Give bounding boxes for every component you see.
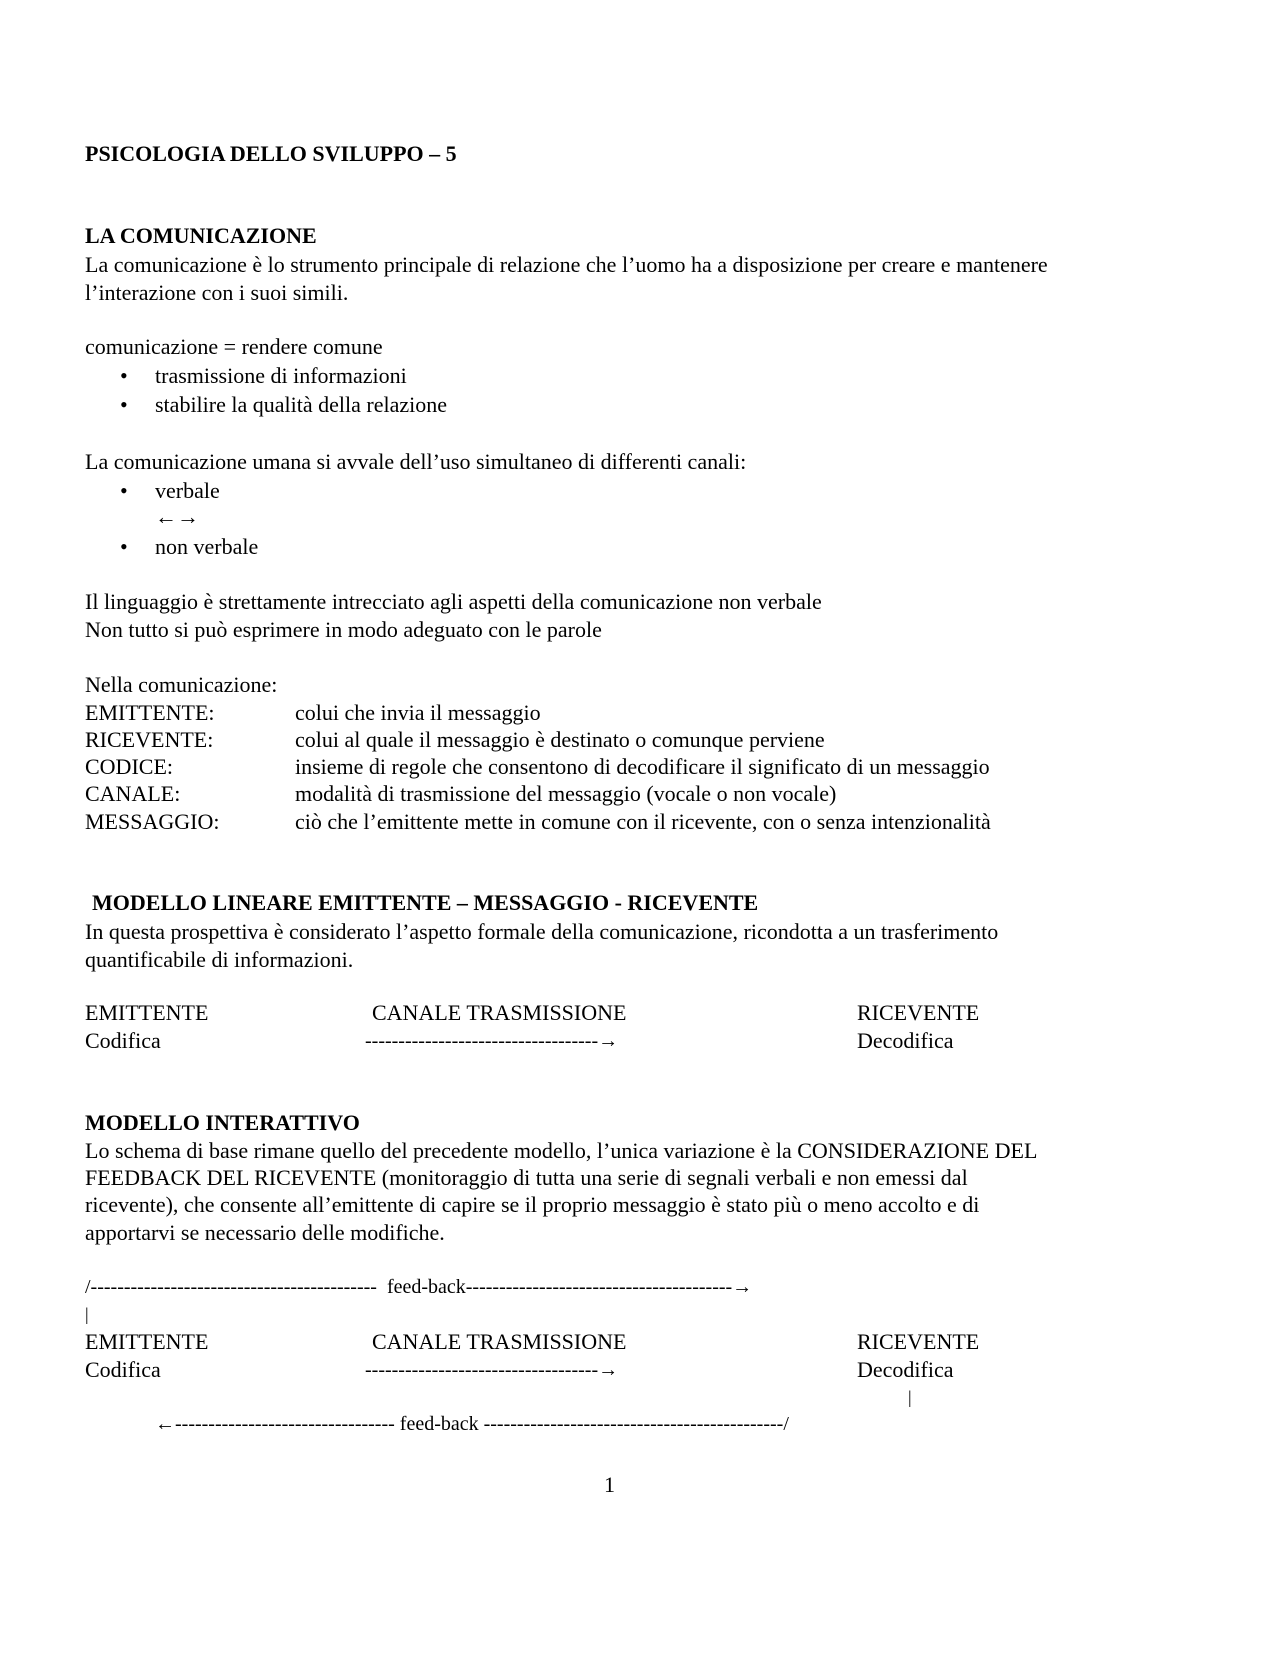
section-heading-modello-lineare: MODELLO LINEARE EMITTENTE – MESSAGGIO - RICEVENTE [92,890,759,915]
feedback-connector-left: | [85,1304,89,1324]
diagram-canale: CANALE TRASMISSIONE [372,1000,627,1025]
paragraph-line: La comunicazione umana si avvale dell’uso simultaneo di differenti canali: [85,449,747,474]
paragraph-line: quantificabile di informazioni. [85,947,354,972]
list-item: non verbale [155,534,259,559]
section-heading-modello-interattivo: MODELLO INTERATTIVO [85,1110,360,1135]
feedback-bottom-line: ←--------------------------------- feed-back ---------------------------------------------/ [155,1413,789,1435]
paragraph-line: Lo schema di base rimane quello del precedente modello, l’unica variazione è la CONSIDERAZIONE DEL [85,1138,1038,1163]
diagram-emittente: EMITTENTE [85,1329,209,1354]
diagram-codifica: Codifica [85,1028,161,1053]
paragraph-line: Nella comunicazione: [85,672,278,697]
diagram-ricevente: RICEVENTE [857,1000,980,1025]
doc-title: PSICOLOGIA DELLO SVILUPPO – 5 [85,141,457,166]
diagram-arrow: -----------------------------------→ [365,1359,619,1381]
term-definition: colui al quale il messaggio è destinato o comunque perviene [295,727,825,752]
list-item: trasmissione di informazioni [155,363,407,388]
diagram-canale: CANALE TRASMISSIONE [372,1329,627,1354]
paragraph-line: La comunicazione è lo strumento principale di relazione che l’uomo ha a disposizione per creare e mantenere [85,252,1048,277]
bullet-icon: • [120,392,128,417]
diagram-codifica: Codifica [85,1357,161,1382]
term-label: RICEVENTE: [85,727,214,752]
diagram-emittente: EMITTENTE [85,1000,209,1025]
definition-line: comunicazione = rendere comune [85,334,383,359]
term-label: MESSAGGIO: [85,809,220,834]
diagram-decodifica: Decodifica [857,1028,954,1053]
diagram-decodifica: Decodifica [857,1357,954,1382]
paragraph-line: l’interazione con i suoi simili. [85,280,349,305]
paragraph-line: Il linguaggio è strettamente intrecciato agli aspetti della comunicazione non verbale [85,589,822,614]
double-arrow-icon: ←→ [155,504,199,529]
list-item: stabilire la qualità della relazione [155,392,447,417]
section-heading-comunicazione: LA COMUNICAZIONE [85,223,317,248]
paragraph-line: apportarvi se necessario delle modifiche. [85,1220,445,1245]
bullet-icon: • [120,534,128,559]
bullet-icon: • [120,363,128,388]
diagram-ricevente: RICEVENTE [857,1329,980,1354]
term-definition: colui che invia il messaggio [295,700,541,725]
page-number: 1 [604,1472,615,1497]
feedback-top-line: /------------------------------------------- feed-back----------------------------------------→ [85,1276,753,1298]
term-label: CODICE: [85,754,173,779]
feedback-connector-right: | [908,1387,912,1407]
paragraph-line: Non tutto si può esprimere in modo adeguato con le parole [85,617,602,642]
term-definition: insieme di regole che consentono di decodificare il significato di un messaggio [295,754,990,779]
paragraph-line: In questa prospettiva è considerato l’aspetto formale della comunicazione, ricondotta a un trasferimento [85,919,999,944]
paragraph-line: FEEDBACK DEL RICEVENTE (monitoraggio di tutta una serie di segnali verbali e non emessi dal [85,1165,968,1190]
list-item: verbale [155,478,220,503]
paragraph-line: ricevente), che consente all’emittente di capire se il proprio messaggio è stato più o meno accolto e di [85,1192,980,1217]
term-definition: ciò che l’emittente mette in comune con il ricevente, con o senza intenzionalità [295,809,991,834]
term-definition: modalità di trasmissione del messaggio (vocale o non vocale) [295,781,837,806]
term-label: CANALE: [85,781,181,806]
diagram-arrow: -----------------------------------→ [365,1030,619,1052]
bullet-icon: • [120,478,128,503]
term-label: EMITTENTE: [85,700,215,725]
